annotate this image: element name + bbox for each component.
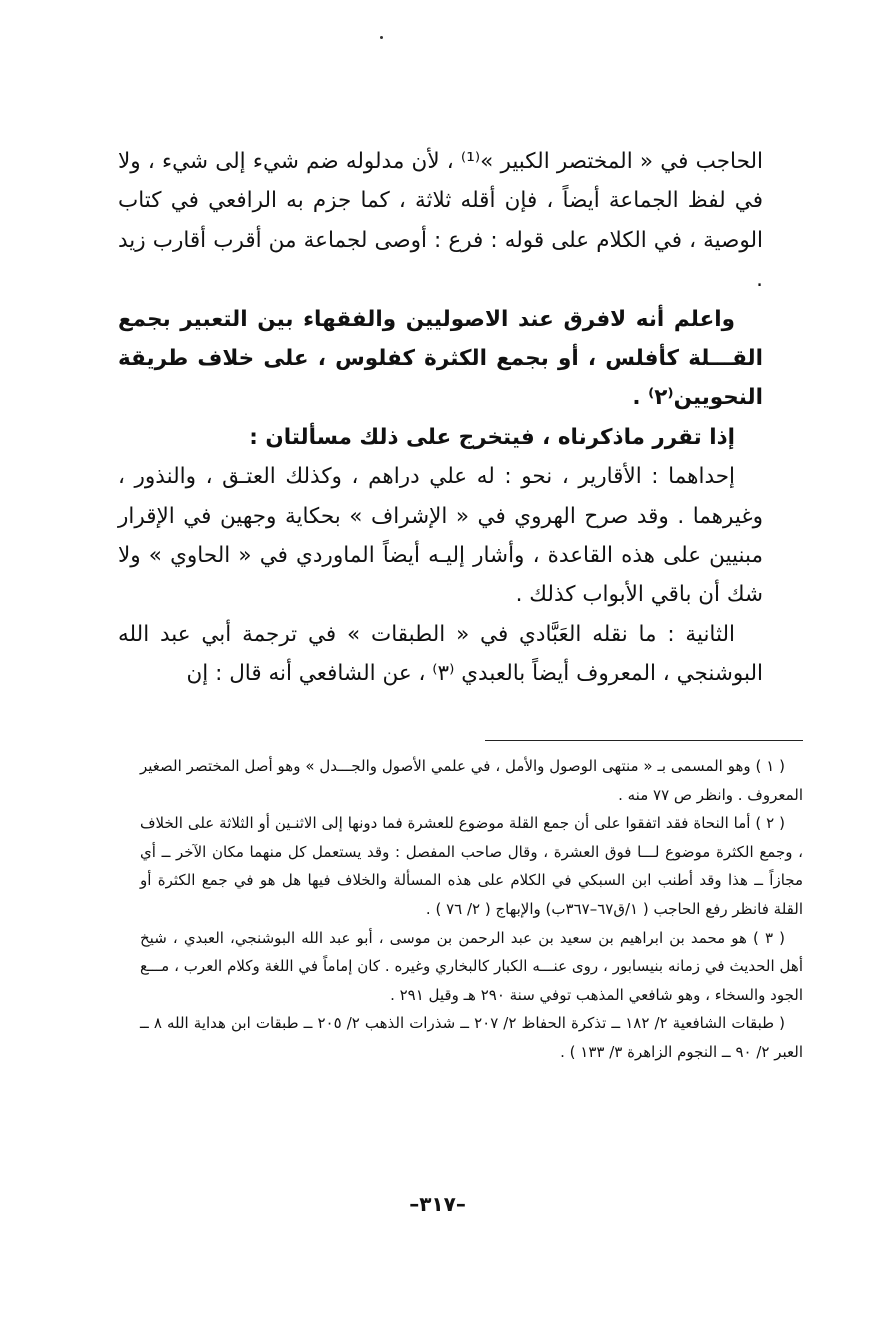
main-text xyxy=(118,142,763,694)
paragraph-first-issue: إحداهما : الأقارير ، نحو : له علي دراهم ، وكذلك العتـق ، والنذور ، وغيرهما . وقد صرح الهروي في « الإشراف » بحكاية وجهين في الإقرار مبنيين على هذه القاعدة ، وأشار إليـه أيضاً الماوردي في « الحاوي » ولا شك أن باقي الأبواب كذلك . xyxy=(118,464,763,608)
paragraph-two-issues: إذا تقرر ماذكرناه ، فيتخرج على ذلك مسألتان : xyxy=(249,424,735,450)
footnote-2: ( ٢ ) أما النحاة فقد اتفقوا على أن جمع القلة موضوع للعشرة فما دونها إلى الاثنـين أو الثلاثة على الخلاف ، وجمع الكثرة موضوع لـــا فوق العشرة ، وقال صاحب المفصل : وقد يستعمل كل منهما مكان الآخر ــ أي مجازاً ــ هذا وقد أطنب ابن السبكي في الكلام على هذه المسألة والخلاف فيها هل هو في جمع الكثرة أو القلة فانظر رفع الحاجب ( ١/ق٦٧–٣٦٧ب) والإبهاج ( ٢/ ٧٦ ) . xyxy=(140,814,803,918)
footnotes xyxy=(140,752,803,1067)
paragraph-second-issue: الثانية : ما نقله العَبَّادي في « الطبقات » في ترجمة أبي عبد الله البوشنجي ، المعروف أيضاً بالعبدي ⁽٣⁾ ، عن الشافعي أنه قال : إن xyxy=(118,621,763,687)
page-number: –٣١٧– xyxy=(409,1192,466,1216)
footnote-3: ( ٣ ) هو محمد بن ابراهيم بن سعيد بن عبد الرحمن بن موسى ، أبو عبد الله البوشنجي، العبدي ، شيخ أهل الحديث في زمانه بنيسابور ، روى عنـــه الكبار كالبخاري وغيره . كان إماماً في اللغة وكلام العرب ، مـــع الجود والسخاء ، وهو شافعي المذهب توفي سنة ٢٩٠ هـ وقيل ٢٩١ . xyxy=(140,928,803,1004)
footnote-1: ( ١ ) وهو المسمى بـ « منتهى الوصول والأمل ، في علمي الأصول والجـــدل » وهو أصل المختصر الصغير المعروف . وانظر ص ٧٧ منه . xyxy=(140,757,803,804)
footnote-3-sources: ( طبقات الشافعية ٢/ ١٨٢ ــ تذكرة الحفاظ ٢/ ٢٠٧ ــ شذرات الذهب ٢/ ٢٠٥ ــ طبقات ابن هداية الله ٨ ــ العبر ٢/ ٩٠ ــ النجوم الزاهرة ٣/ ١٣٣ ) . xyxy=(140,1014,803,1061)
ink-speck xyxy=(380,36,383,39)
paragraph-intro: الحاجب في « المختصر الكبير »⁽¹⁾ ، لأن مدلوله ضم شيء إلى شيء ، ولا في لفظ الجماعة أيضاً ، فإن أقله ثلاثة ، كما جزم به الرافعي في كتاب الوصية ، في الكلام على قوله : فرع : أوصى لجماعة من أقرب أقارب زيد . xyxy=(118,149,763,293)
footnote-separator xyxy=(485,740,803,741)
paragraph-plural-note: واعلم أنه لافرق عند الاصوليين والفقهاء بين التعبير بجمع القـــلة كأفلس ، أو بجمع الكثرة كفلوس ، على خلاف طريقة النحويين⁽٢⁾ . xyxy=(118,306,763,411)
